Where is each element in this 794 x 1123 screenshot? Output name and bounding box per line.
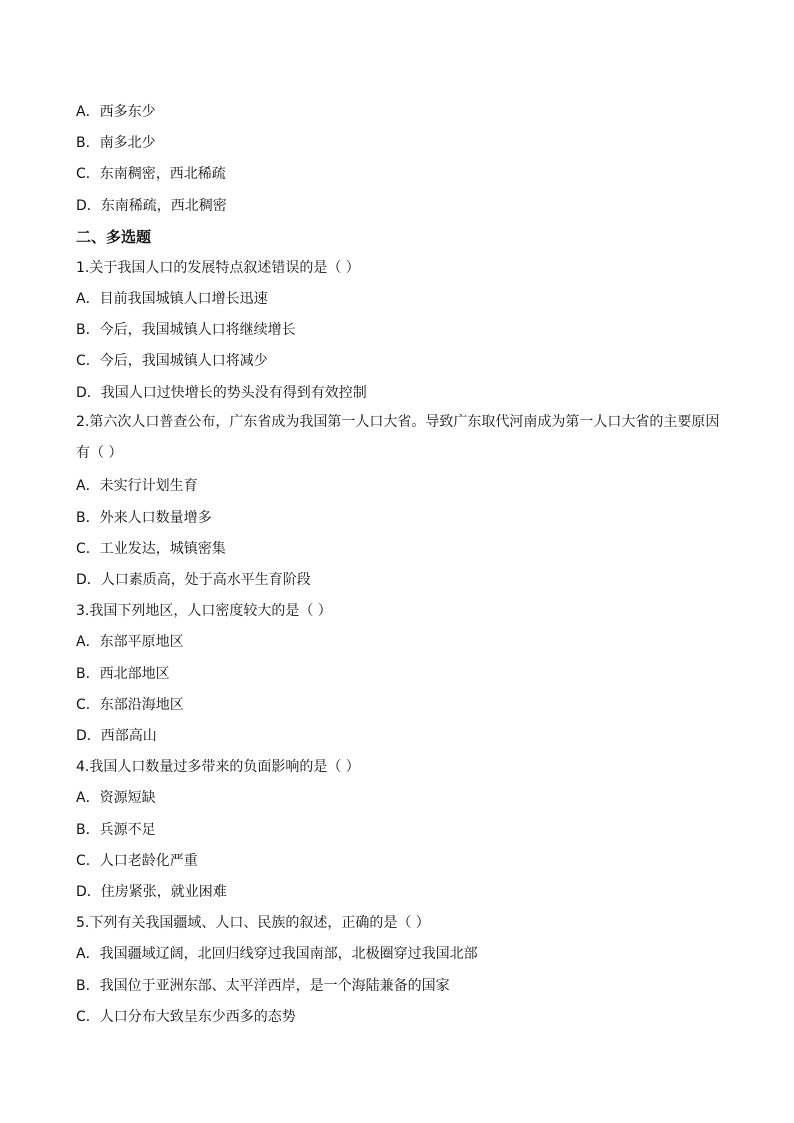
option-b: B．外来人口数量增多: [76, 510, 212, 526]
question-3: 3.我国下列地区，人口密度较大的是（ ）: [76, 603, 332, 619]
option-d: D．人口素质高，处于高水平生育阶段: [76, 572, 311, 588]
option-a: A．目前我国城镇人口增长迅速: [76, 291, 268, 307]
option-a: A．东部平原地区: [76, 634, 184, 650]
option-a: A．未实行计划生育: [76, 478, 198, 494]
section-heading: 二、多选题: [76, 228, 152, 246]
option-c: C．工业发达，城镇密集: [76, 541, 226, 557]
option-b: B．西北部地区: [76, 666, 170, 682]
question-2: 2.第六次人口普查公布，广东省成为我国第一人口大省。导致广东取代河南成为第一人口大省的主要原因有（ ）: [76, 414, 720, 461]
option-c: C．人口分布大致呈东少西多的态势: [76, 1009, 296, 1025]
option-c: C．今后，我国城镇人口将减少: [76, 353, 268, 369]
option-c: C．人口老龄化严重: [76, 853, 198, 869]
option-a: A．我国疆域辽阔，北回归线穿过我国南部，北极圈穿过我国北部: [76, 946, 478, 962]
option-b: B．兵源不足: [76, 822, 156, 838]
option-d: D．住房紧张，就业困难: [76, 884, 227, 900]
option-a: A．资源短缺: [76, 790, 156, 806]
question-1: 1.关于我国人口的发展特点叙述错误的是（ ）: [76, 260, 360, 276]
option-b: B．南多北少: [76, 135, 156, 151]
option-a: A．西多东少: [76, 104, 156, 120]
question-4: 4.我国人口数量过多带来的负面影响的是（ ）: [76, 759, 360, 775]
option-b: B．今后，我国城镇人口将继续增长: [76, 322, 296, 338]
option-d: D．东南稀疏，西北稠密: [76, 198, 227, 214]
option-b: B．我国位于亚洲东部、太平洋西岸，是一个海陆兼备的国家: [76, 978, 450, 994]
option-c: C．东部沿海地区: [76, 697, 184, 713]
option-c: C．东南稠密，西北稀疏: [76, 166, 226, 182]
question-5: 5.下列有关我国疆域、人口、民族的叙述，正确的是（ ）: [76, 915, 430, 931]
option-d: D．我国人口过快增长的势头没有得到有效控制: [76, 385, 367, 401]
option-d: D．西部高山: [76, 728, 157, 744]
